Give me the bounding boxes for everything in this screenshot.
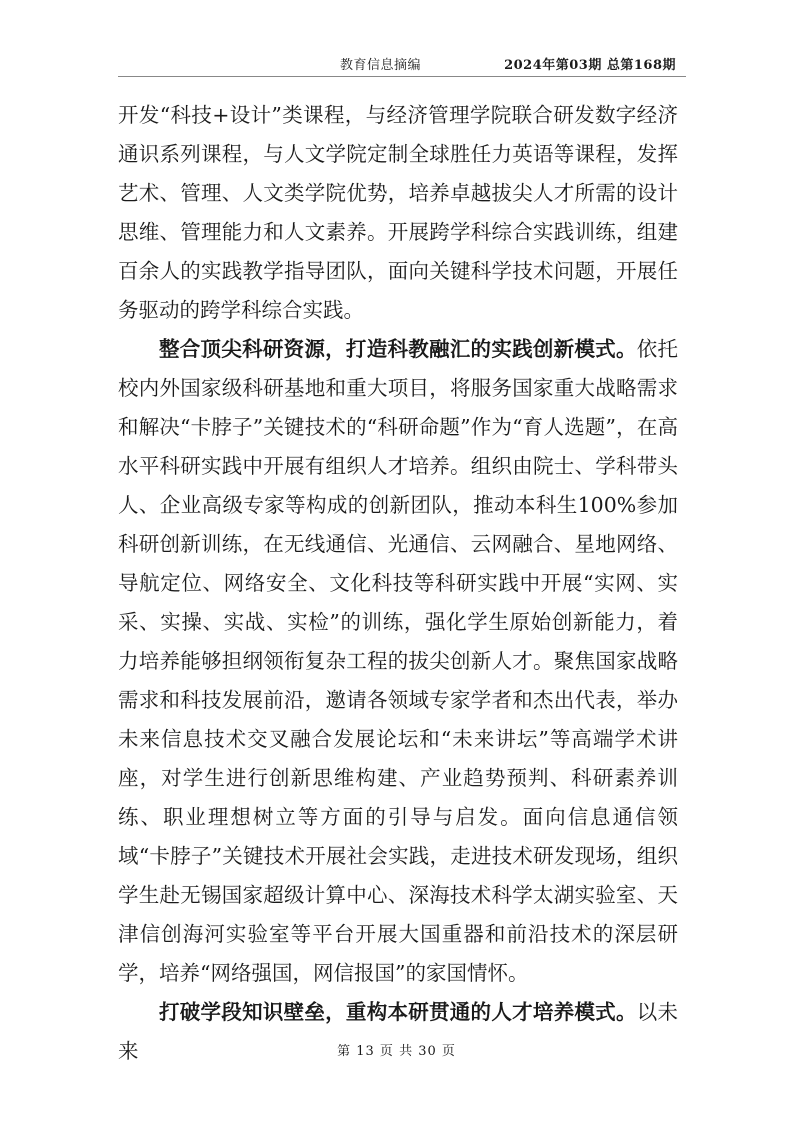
publication-title: 教育信息摘编 bbox=[340, 58, 422, 73]
paragraph-1-text: 开发“科技+设计”类课程，与经济管理学院联合研发数字经济通识系列课程，与人文学院定制全球胜任力英语等课程，发挥艺术、管理、人文类学院优势，培养卓越拔尖人才所需的设计思维、管理能力和人文素养。开展跨学科综合实践训练，组建百余人的实践教学指导团队，面向关键科学技术问题，开展任务驱动的跨学科综合实践。 bbox=[118, 103, 678, 322]
paragraph-2-text: 依托校内外国家级科研基地和重大项目，将服务国家重大战略需求和解决“卡脖子”关键技术的“科研命题”作为“育人选题”，在高水平科研实践中开展有组织人才培养。组织由院士、学科带头人、企业高级专家等构成的创新团队，推动本科生100%参加科研创新训练，在无线通信、光通信、云网融合、星地网络、导航定位、网络安全、文化科技等科研实践中开展“实网、实采、实操、实战、实检”的训练，强化学生原始创新能力，着力培养能够担纲领衔复杂工程的拔尖创新人才。聚焦国家战略需求和科技发展前沿，邀请各领域专家学者和杰出代表，举办未来信息技术交叉融合发展论坛和“未来讲坛”等高端学术讲座，对学生进行创新思维构建、产业趋势预判、科研素养训练、职业理想树立等方面的引导与启发。面向信息通信领域“卡脖子”关键技术开展社会实践，走进技术研发现场，组织学生赴无锡国家超级计算中心、深海技术科学太湖实验室、天津信创海河实验室等平台开展大国重器和前沿技术的深层研学，培养“网络强国，网信报国”的家国情怀。 bbox=[118, 337, 679, 985]
paragraph-2-heading: 整合顶尖科研资源，打造科教融汇的实践创新模式。 bbox=[159, 337, 637, 361]
page-number: 第 13 页 共 30 页 bbox=[337, 1044, 456, 1059]
paragraph-3-text: 以未来 bbox=[118, 1000, 679, 1063]
paragraph-2 bbox=[118, 330, 678, 993]
paragraph-3-heading: 打破学段知识壁垒，重构本研贯通的人才培养模式。 bbox=[159, 1000, 637, 1024]
paragraph-1 bbox=[118, 96, 678, 330]
page-header bbox=[118, 54, 686, 76]
header-rule bbox=[118, 76, 686, 77]
issue-number: 2024年第03期 总第168期 bbox=[504, 58, 676, 73]
paragraph-3 bbox=[118, 993, 678, 1071]
page-footer bbox=[0, 1040, 793, 1059]
article-body bbox=[118, 96, 678, 1071]
